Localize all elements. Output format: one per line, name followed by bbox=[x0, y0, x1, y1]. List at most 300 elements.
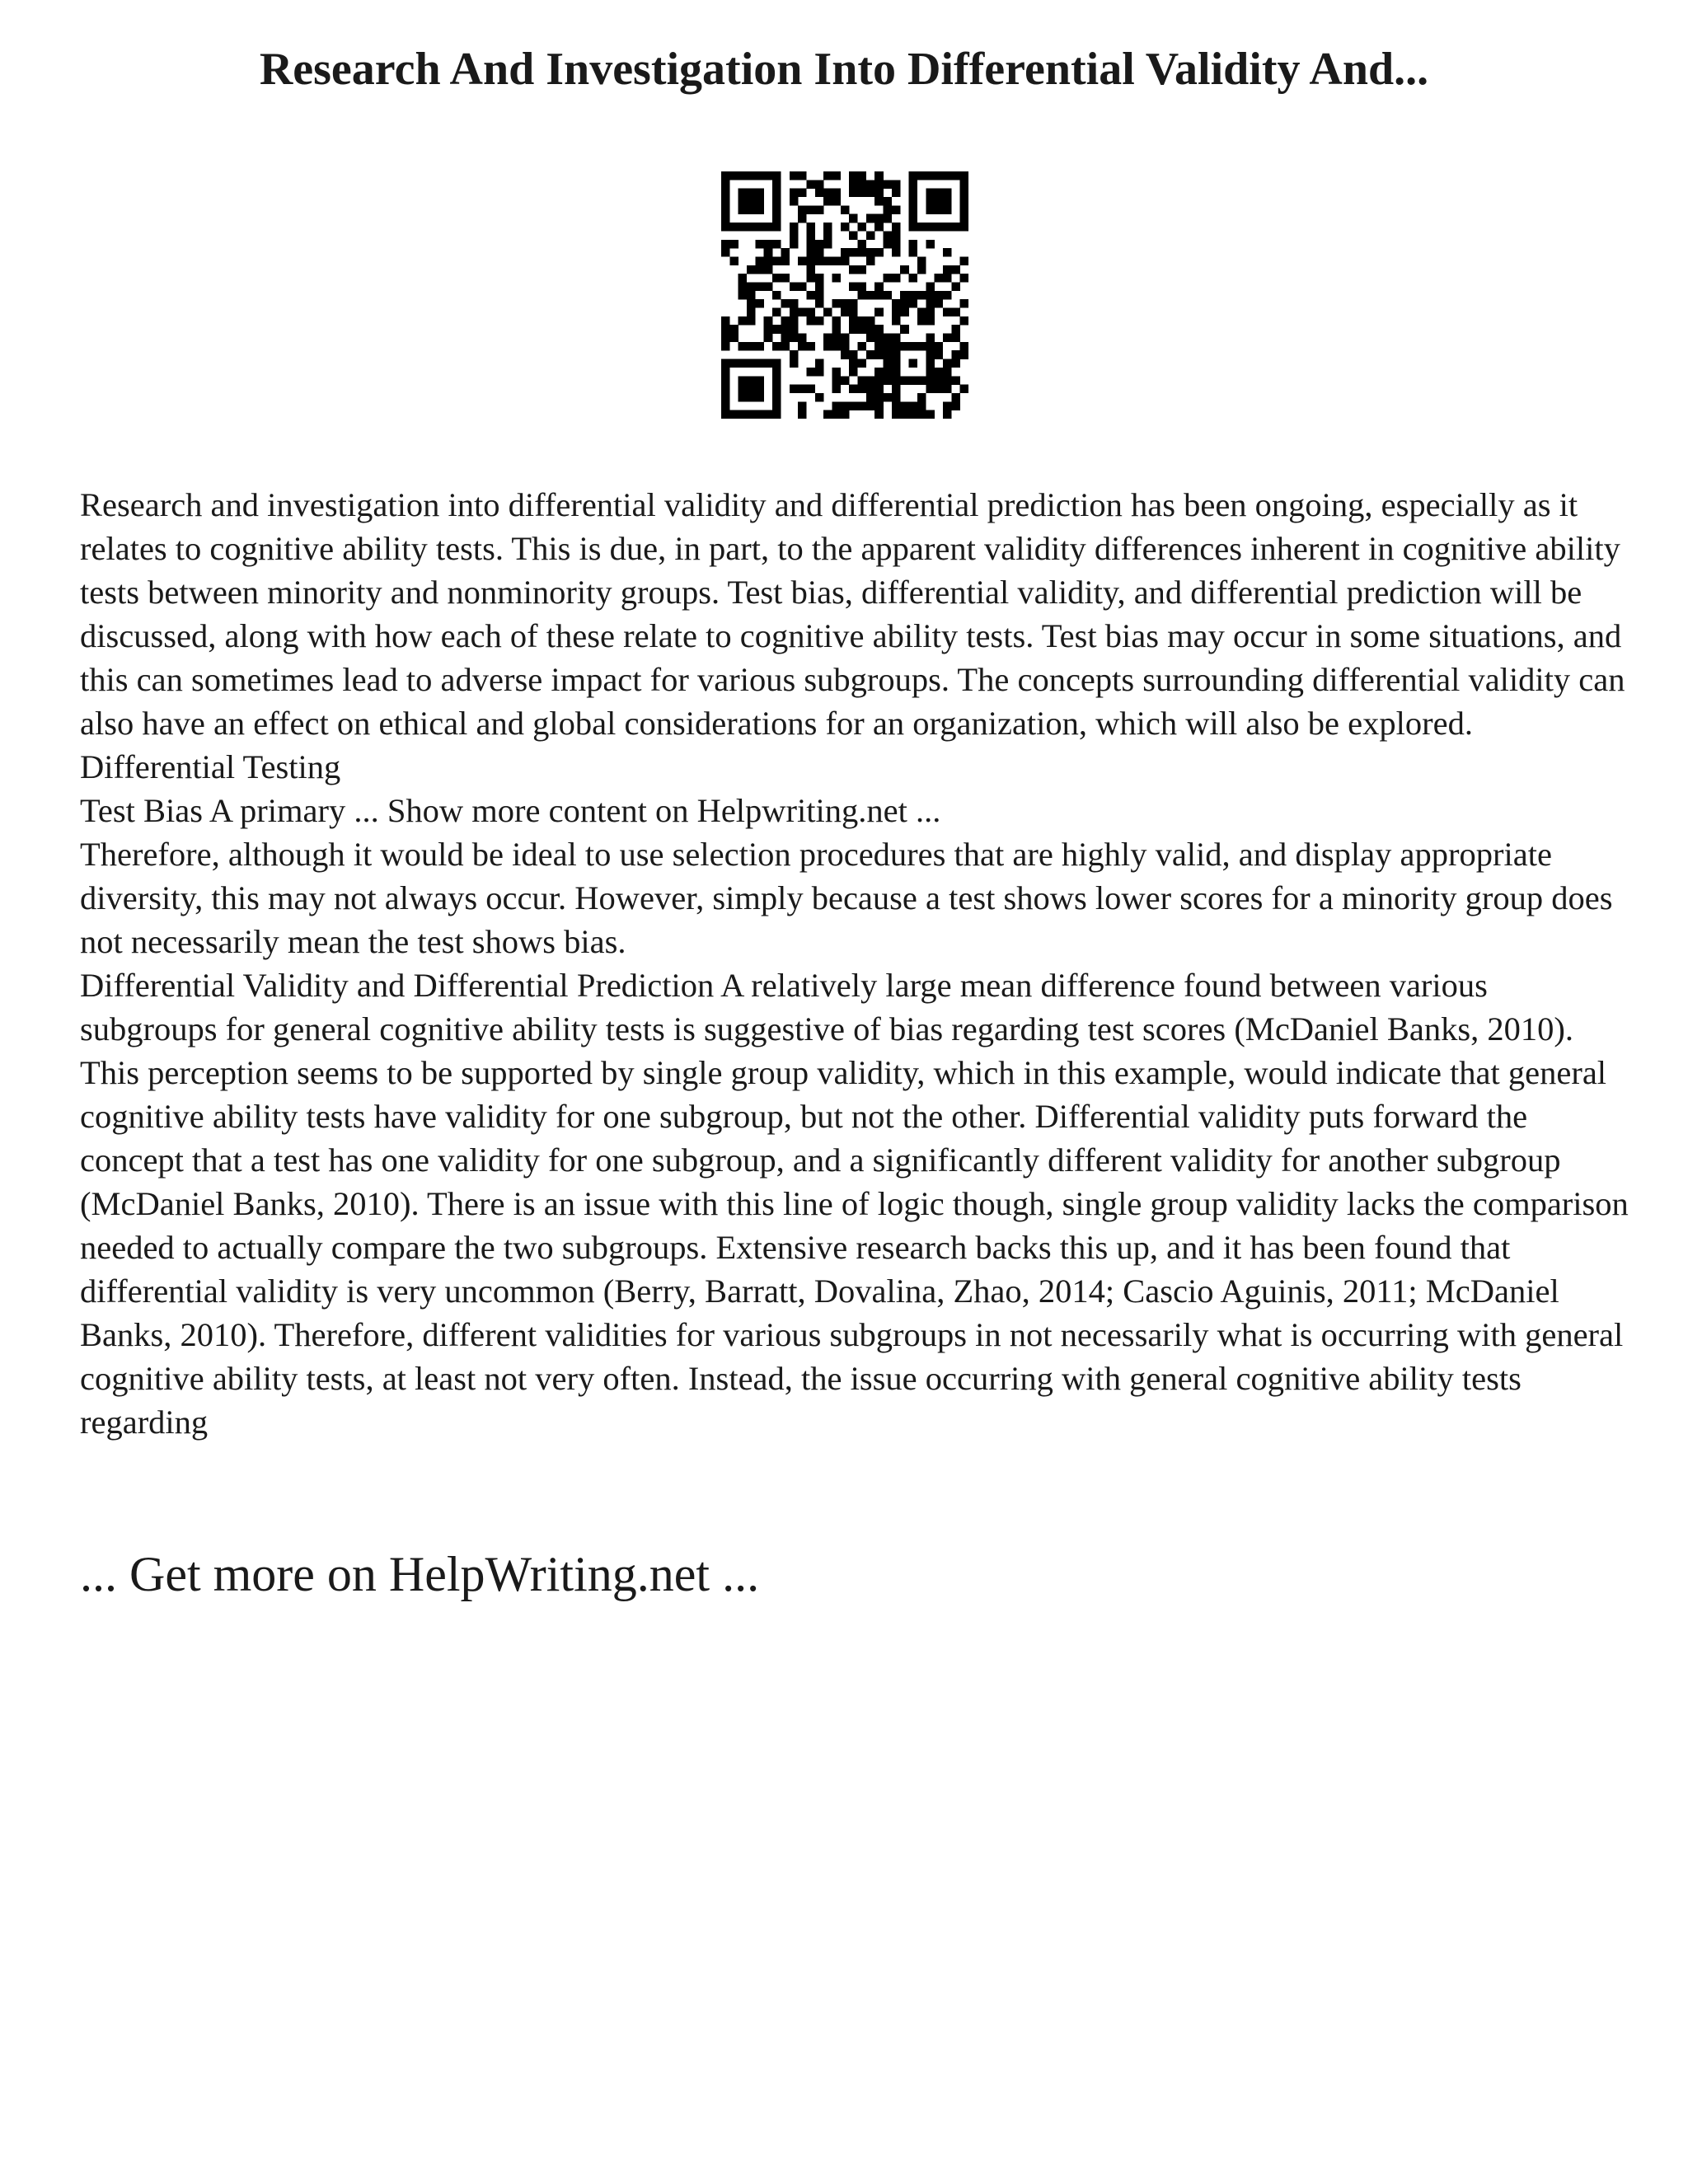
qr-module bbox=[832, 299, 841, 308]
qr-module bbox=[790, 231, 799, 240]
qr-module bbox=[772, 325, 781, 334]
qr-module bbox=[832, 342, 841, 351]
qr-module bbox=[806, 223, 815, 232]
qr-module bbox=[747, 308, 756, 317]
qr-module bbox=[960, 256, 968, 265]
qr-module bbox=[806, 308, 815, 317]
qr-module bbox=[943, 171, 952, 180]
qr-module bbox=[798, 410, 807, 419]
qr-module bbox=[866, 248, 875, 257]
qr-module bbox=[798, 256, 807, 265]
qr-module bbox=[909, 274, 918, 283]
qr-module bbox=[926, 223, 935, 232]
qr-module bbox=[917, 410, 926, 419]
get-more-link[interactable]: ... Get more on HelpWriting.net ... bbox=[80, 1547, 760, 1601]
qr-module bbox=[951, 334, 960, 343]
qr-module bbox=[738, 359, 748, 368]
qr-module bbox=[926, 291, 935, 300]
qr-module bbox=[738, 316, 748, 326]
qr-module bbox=[884, 368, 893, 377]
qr-module bbox=[747, 359, 756, 368]
qr-module bbox=[806, 291, 815, 300]
qr-module bbox=[790, 299, 799, 308]
qr-module bbox=[755, 223, 764, 232]
qr-module bbox=[935, 197, 944, 206]
qr-module bbox=[909, 214, 918, 223]
qr-module bbox=[755, 393, 764, 402]
qr-module bbox=[772, 393, 781, 402]
qr-module bbox=[849, 368, 858, 377]
qr-module bbox=[866, 401, 875, 410]
qr-module bbox=[781, 256, 790, 265]
qr-module bbox=[755, 189, 764, 198]
qr-module bbox=[935, 189, 944, 198]
qr-module bbox=[858, 240, 867, 249]
qr-module bbox=[815, 205, 824, 214]
qr-module bbox=[823, 231, 832, 240]
qr-module bbox=[951, 325, 960, 334]
qr-module bbox=[790, 334, 799, 343]
qr-module bbox=[790, 189, 799, 198]
qr-module bbox=[832, 334, 841, 343]
qr-module bbox=[874, 291, 884, 300]
qr-module bbox=[747, 291, 756, 300]
qr-module bbox=[874, 223, 884, 232]
qr-module bbox=[849, 359, 858, 368]
qr-module bbox=[806, 256, 815, 265]
qr-module bbox=[798, 308, 807, 317]
qr-module bbox=[849, 385, 858, 394]
qr-module bbox=[884, 214, 893, 223]
qr-module bbox=[884, 274, 893, 283]
qr-module bbox=[935, 274, 944, 283]
qr-module bbox=[960, 171, 968, 180]
qr-module bbox=[747, 376, 756, 385]
qr-module bbox=[849, 282, 858, 291]
qr-module bbox=[747, 265, 756, 274]
qr-module bbox=[815, 359, 824, 368]
qr-module bbox=[884, 205, 893, 214]
qr-module bbox=[909, 248, 918, 257]
qr-module bbox=[943, 385, 952, 394]
qr-module bbox=[909, 299, 918, 308]
qr-module bbox=[823, 197, 832, 206]
qr-module bbox=[892, 231, 901, 240]
qr-module bbox=[772, 401, 781, 410]
qr-module bbox=[951, 350, 960, 359]
qr-module bbox=[892, 223, 901, 232]
qr-module bbox=[943, 223, 952, 232]
qr-module bbox=[755, 205, 764, 214]
qr-module bbox=[960, 214, 968, 223]
qr-module bbox=[790, 223, 799, 232]
qr-module bbox=[806, 342, 815, 351]
qr-module bbox=[892, 350, 901, 359]
qr-module bbox=[849, 180, 858, 189]
qr-module bbox=[951, 282, 960, 291]
qr-module bbox=[917, 256, 926, 265]
qr-module bbox=[960, 342, 968, 351]
qr-module bbox=[772, 410, 781, 419]
qr-module bbox=[874, 197, 884, 206]
qr-module bbox=[926, 308, 935, 317]
qr-module bbox=[798, 401, 807, 410]
qr-module bbox=[866, 256, 875, 265]
qr-module bbox=[858, 171, 867, 180]
qr-module bbox=[917, 171, 926, 180]
qr-module bbox=[892, 299, 901, 308]
qr-module bbox=[866, 189, 875, 198]
qr-module bbox=[721, 334, 730, 343]
qr-module bbox=[823, 171, 832, 180]
qr-module bbox=[790, 171, 799, 180]
qr-module bbox=[951, 393, 960, 402]
qr-module bbox=[960, 180, 968, 189]
qr-module bbox=[738, 197, 748, 206]
qr-module bbox=[892, 359, 901, 368]
qr-module bbox=[935, 368, 944, 377]
paragraph-differential-validity: Differential Validity and Differential Prediction A relatively large mean difference found between various subgroups for general cognitive ability tests is suggestive of bias regarding test scores (McDaniel Banks, 2010). This perception seems to be supported by single group validity, which in this example, would indicate that general cognitive ability tests have validity for one subgroup, but not the other. Differential validity puts forward the concept that a test has one validity for one subgroup, and a significantly different validity for another subgroup (McDaniel Banks, 2010). There is an issue with this line of logic though, single group validity lacks the comparison needed to actually compare the two subgroups. Extensive research backs this up, and it has been found that differential validity is very uncommon (Berry, Barratt, Dovalina, Zhao, 2014; Cascio Aguinis, 2011; McDaniel Banks, 2010). Therefore, different validities for various subgroups in not necessarily what is occurring with general cognitive ability tests, at least not very often. Instead, the issue occurring with general cognitive ability tests regarding bbox=[80, 967, 1629, 1441]
qr-module bbox=[960, 299, 968, 308]
qr-module bbox=[806, 274, 815, 283]
qr-module bbox=[900, 325, 909, 334]
qr-module bbox=[884, 231, 893, 240]
qr-module bbox=[781, 316, 790, 326]
qr-module bbox=[841, 350, 850, 359]
qr-module bbox=[858, 265, 867, 274]
qr-module bbox=[917, 376, 926, 385]
qr-module bbox=[943, 291, 952, 300]
qr-module bbox=[815, 291, 824, 300]
qr-module bbox=[721, 214, 730, 223]
qr-module bbox=[755, 342, 764, 351]
qr-module bbox=[874, 410, 884, 419]
qr-module bbox=[815, 189, 824, 198]
qr-module bbox=[926, 282, 935, 291]
qr-module bbox=[874, 385, 884, 394]
qr-module bbox=[721, 189, 730, 198]
qr-module bbox=[866, 325, 875, 334]
qr-module bbox=[874, 248, 884, 257]
qr-module bbox=[729, 240, 738, 249]
qr-module bbox=[721, 385, 730, 394]
qr-module bbox=[755, 265, 764, 274]
qr-module bbox=[909, 205, 918, 214]
qr-module bbox=[960, 350, 968, 359]
qr-module bbox=[926, 205, 935, 214]
qr-module bbox=[798, 334, 807, 343]
qr-module bbox=[806, 385, 815, 394]
qr-module bbox=[721, 376, 730, 385]
qr-module bbox=[721, 180, 730, 189]
qr-module bbox=[764, 248, 773, 257]
qr-module bbox=[858, 325, 867, 334]
qr-module bbox=[738, 282, 748, 291]
qr-module bbox=[832, 376, 841, 385]
qr-module bbox=[772, 359, 781, 368]
qr-module bbox=[935, 376, 944, 385]
qr-module bbox=[874, 342, 884, 351]
qr-module bbox=[764, 282, 773, 291]
qr-module bbox=[815, 368, 824, 377]
qr-module bbox=[849, 401, 858, 410]
qr-module bbox=[874, 180, 884, 189]
qr-module bbox=[806, 316, 815, 326]
qr-module bbox=[909, 376, 918, 385]
qr-module bbox=[747, 316, 756, 326]
qr-module bbox=[738, 342, 748, 351]
qr-module bbox=[806, 205, 815, 214]
qr-module bbox=[874, 282, 884, 291]
qr-module bbox=[866, 393, 875, 402]
qr-module bbox=[874, 214, 884, 223]
qr-module bbox=[884, 359, 893, 368]
qr-module bbox=[866, 385, 875, 394]
qr-module bbox=[892, 274, 901, 283]
qr-module bbox=[858, 248, 867, 257]
qr-module bbox=[721, 325, 730, 334]
qr-module bbox=[892, 205, 901, 214]
qr-module bbox=[764, 256, 773, 265]
qr-module bbox=[849, 171, 858, 180]
qr-module bbox=[849, 214, 858, 223]
qr-module bbox=[909, 180, 918, 189]
qr-module bbox=[772, 223, 781, 232]
qr-module bbox=[909, 223, 918, 232]
qr-module bbox=[841, 334, 850, 343]
qr-module bbox=[858, 342, 867, 351]
qr-module bbox=[823, 223, 832, 232]
qr-module bbox=[798, 385, 807, 394]
qr-module bbox=[772, 385, 781, 394]
qr-module bbox=[738, 385, 748, 394]
qr-module bbox=[935, 205, 944, 214]
qr-module bbox=[772, 291, 781, 300]
qr-module bbox=[772, 256, 781, 265]
qr-module bbox=[943, 189, 952, 198]
qr-module bbox=[866, 231, 875, 240]
qr-module bbox=[815, 256, 824, 265]
qr-module bbox=[764, 223, 773, 232]
qr-module bbox=[747, 223, 756, 232]
qr-module bbox=[832, 171, 841, 180]
qr-module bbox=[951, 359, 960, 368]
qr-module bbox=[858, 282, 867, 291]
qr-module bbox=[874, 401, 884, 410]
qr-module bbox=[917, 308, 926, 317]
qr-module bbox=[951, 376, 960, 385]
qr-module bbox=[858, 180, 867, 189]
qr-module bbox=[815, 299, 824, 308]
qr-module bbox=[849, 325, 858, 334]
qr-module bbox=[858, 189, 867, 198]
qr-module bbox=[772, 368, 781, 377]
qr-module bbox=[926, 171, 935, 180]
qr-module bbox=[900, 265, 909, 274]
qr-module bbox=[926, 350, 935, 359]
qr-module bbox=[866, 376, 875, 385]
qr-module bbox=[917, 223, 926, 232]
qr-module bbox=[866, 350, 875, 359]
qr-module bbox=[917, 393, 926, 402]
qr-module bbox=[781, 299, 790, 308]
qr-module bbox=[858, 223, 867, 232]
qr-module bbox=[806, 240, 815, 249]
qr-module bbox=[926, 334, 935, 343]
qr-module bbox=[884, 180, 893, 189]
qr-module bbox=[909, 189, 918, 198]
qr-module bbox=[772, 214, 781, 223]
qr-module bbox=[729, 223, 738, 232]
qr-module bbox=[884, 376, 893, 385]
qr-module bbox=[874, 171, 884, 180]
qr-module bbox=[832, 325, 841, 334]
qr-module bbox=[755, 359, 764, 368]
qr-module bbox=[747, 410, 756, 419]
qr-module bbox=[900, 376, 909, 385]
qr-module bbox=[849, 299, 858, 308]
qr-module bbox=[729, 410, 738, 419]
qr-module bbox=[755, 171, 764, 180]
qr-module bbox=[874, 189, 884, 198]
qr-module bbox=[917, 265, 926, 274]
qr-module bbox=[884, 197, 893, 206]
qr-module bbox=[806, 180, 815, 189]
qr-module bbox=[721, 393, 730, 402]
qr-module bbox=[729, 325, 738, 334]
qr-module bbox=[764, 359, 773, 368]
article-body bbox=[80, 483, 1629, 1444]
qr-module bbox=[892, 248, 901, 257]
qr-module bbox=[798, 342, 807, 351]
qr-module bbox=[858, 376, 867, 385]
section-heading: Differential Testing bbox=[80, 748, 341, 785]
page-title: Research And Investigation Into Differential Validity And... bbox=[259, 44, 1429, 95]
qr-module bbox=[738, 376, 748, 385]
qr-module bbox=[909, 401, 918, 410]
qr-module bbox=[738, 171, 748, 180]
qr-module bbox=[747, 393, 756, 402]
qr-module bbox=[823, 189, 832, 198]
qr-module bbox=[935, 350, 944, 359]
qr-module bbox=[892, 368, 901, 377]
qr-module bbox=[926, 410, 935, 419]
qr-module bbox=[721, 368, 730, 377]
qr-module bbox=[874, 308, 884, 317]
qr-module bbox=[755, 376, 764, 385]
qr-module bbox=[781, 342, 790, 351]
qr-module bbox=[884, 342, 893, 351]
show-more-link[interactable]: Test Bias A primary ... Show more content on Helpwriting.net ... bbox=[80, 792, 941, 829]
qr-module bbox=[764, 410, 773, 419]
qr-module bbox=[960, 385, 968, 394]
qr-module bbox=[755, 240, 764, 249]
qr-module bbox=[841, 308, 850, 317]
qr-module bbox=[764, 316, 773, 326]
qr-code-icon bbox=[721, 171, 968, 419]
qr-module bbox=[926, 240, 935, 249]
qr-module bbox=[729, 171, 738, 180]
qr-module bbox=[729, 256, 738, 265]
qr-module bbox=[764, 265, 773, 274]
qr-module bbox=[738, 205, 748, 214]
qr-module bbox=[849, 248, 858, 257]
qr-module bbox=[738, 393, 748, 402]
qr-module bbox=[790, 240, 799, 249]
qr-module bbox=[798, 205, 807, 214]
qr-module bbox=[721, 316, 730, 326]
qr-module bbox=[917, 401, 926, 410]
qr-module bbox=[790, 308, 799, 317]
qr-module bbox=[806, 368, 815, 377]
qr-module bbox=[772, 274, 781, 283]
qr-module bbox=[747, 385, 756, 394]
qr-module bbox=[909, 359, 918, 368]
qr-module bbox=[815, 282, 824, 291]
qr-module bbox=[747, 282, 756, 291]
qr-module bbox=[909, 197, 918, 206]
qr-module bbox=[747, 299, 756, 308]
qr-module bbox=[874, 325, 884, 334]
qr-module bbox=[943, 334, 952, 343]
qr-module bbox=[841, 223, 850, 232]
qr-module bbox=[935, 171, 944, 180]
qr-module bbox=[909, 240, 918, 249]
qr-module bbox=[884, 291, 893, 300]
qr-module bbox=[849, 189, 858, 198]
qr-module bbox=[798, 189, 807, 198]
qr-module bbox=[935, 299, 944, 308]
qr-module bbox=[960, 197, 968, 206]
qr-module bbox=[823, 334, 832, 343]
qr-module bbox=[874, 376, 884, 385]
qr-module bbox=[892, 240, 901, 249]
qr-module bbox=[823, 256, 832, 265]
qr-module bbox=[884, 334, 893, 343]
qr-module bbox=[960, 223, 968, 232]
qr-module bbox=[747, 342, 756, 351]
qr-module bbox=[772, 342, 781, 351]
qr-module bbox=[900, 291, 909, 300]
qr-module bbox=[926, 368, 935, 377]
qr-module bbox=[721, 342, 730, 351]
qr-module bbox=[900, 299, 909, 308]
qr-module bbox=[832, 368, 841, 377]
qr-module bbox=[926, 376, 935, 385]
qr-module bbox=[935, 291, 944, 300]
qr-module bbox=[755, 256, 764, 265]
qr-module bbox=[815, 393, 824, 402]
qr-module bbox=[926, 189, 935, 198]
qr-module bbox=[909, 291, 918, 300]
qr-module bbox=[764, 240, 773, 249]
qr-module bbox=[943, 265, 952, 274]
qr-module bbox=[866, 214, 875, 223]
qr-module bbox=[790, 350, 799, 359]
qr-module bbox=[755, 385, 764, 394]
qr-module bbox=[764, 325, 773, 334]
qr-module bbox=[832, 401, 841, 410]
qr-module bbox=[841, 342, 850, 351]
qr-module bbox=[874, 393, 884, 402]
qr-module bbox=[721, 401, 730, 410]
qr-module bbox=[832, 316, 841, 326]
qr-module bbox=[960, 316, 968, 326]
qr-module bbox=[909, 342, 918, 351]
qr-module bbox=[849, 265, 858, 274]
qr-module bbox=[772, 308, 781, 317]
qr-module bbox=[892, 342, 901, 351]
